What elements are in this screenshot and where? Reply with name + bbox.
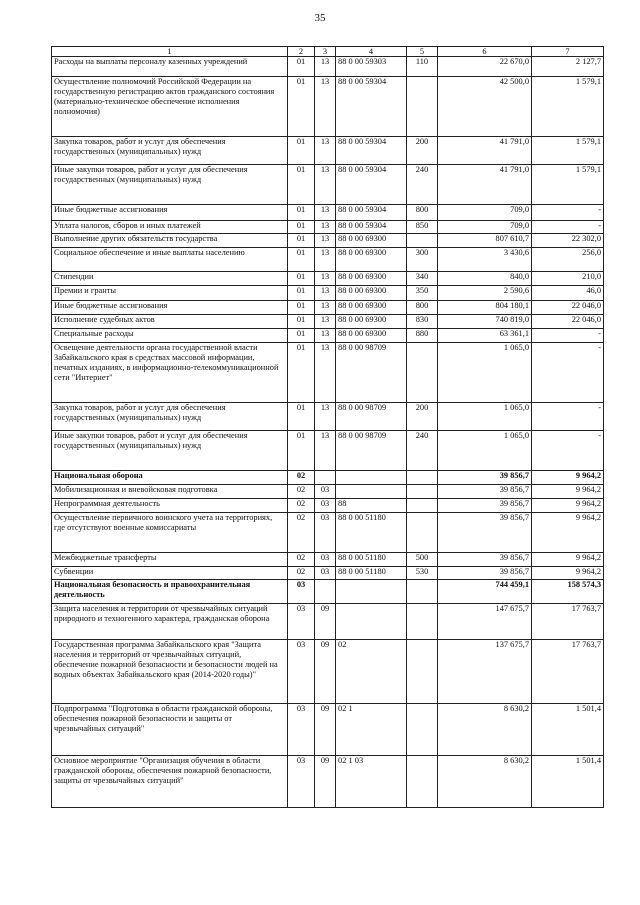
row-subsection-cell: 03 (315, 553, 336, 567)
row-target-article-cell: 88 0 00 59303 (336, 57, 407, 77)
row-actual-amount-cell: 2 127,7 (532, 57, 604, 77)
row-section-cell: 01 (288, 77, 315, 137)
row-subsection-cell: 03 (315, 513, 336, 553)
row-plan-amount-cell: 137 675,7 (438, 640, 532, 704)
row-name-cell: Защита населения и территории от чрезвычайных ситуаций природного и техногенного характера, гражданская оборона (52, 604, 288, 640)
row-actual-amount-cell: 1 579,1 (532, 77, 604, 137)
row-section-cell: 03 (288, 640, 315, 704)
row-section-cell: 01 (288, 165, 315, 205)
row-actual-amount-cell: 9 964,2 (532, 499, 604, 513)
row-target-article-cell: 88 0 00 98709 (336, 343, 407, 403)
row-expense-type-cell: 200 (407, 137, 438, 165)
table-row (52, 580, 604, 604)
row-name-cell: Национальная оборона (52, 471, 288, 485)
table-row (52, 272, 604, 286)
table-row (52, 57, 604, 77)
row-expense-type-cell (407, 604, 438, 640)
row-subsection-cell: 09 (315, 704, 336, 756)
row-subsection-cell: 13 (315, 315, 336, 329)
row-subsection-cell: 09 (315, 640, 336, 704)
row-expense-type-cell: 830 (407, 315, 438, 329)
row-plan-amount-cell: 840,0 (438, 272, 532, 286)
row-expense-type-cell (407, 343, 438, 403)
row-target-article-cell: 88 0 00 51180 (336, 567, 407, 580)
row-target-article-cell: 88 0 00 98709 (336, 403, 407, 431)
row-actual-amount-cell: 9 964,2 (532, 485, 604, 499)
row-actual-amount-cell: - (532, 329, 604, 343)
row-subsection-cell: 03 (315, 485, 336, 499)
row-subsection-cell: 13 (315, 431, 336, 471)
header-cell: 7 (532, 47, 604, 57)
row-plan-amount-cell: 39 856,7 (438, 567, 532, 580)
row-plan-amount-cell: 39 856,7 (438, 485, 532, 499)
row-target-article-cell: 02 (336, 640, 407, 704)
row-name-cell: Субвенции (52, 567, 288, 580)
row-subsection-cell: 13 (315, 234, 336, 248)
table-row (52, 329, 604, 343)
row-plan-amount-cell: 744 459,1 (438, 580, 532, 604)
table-row (52, 471, 604, 485)
row-section-cell: 01 (288, 205, 315, 221)
row-actual-amount-cell: 1 501,4 (532, 756, 604, 808)
row-name-cell: Иные бюджетные ассигнования (52, 301, 288, 315)
row-expense-type-cell (407, 499, 438, 513)
row-subsection-cell: 09 (315, 604, 336, 640)
row-name-cell: Государственная программа Забайкальского края "Защита населения и территорий от чрезвычайных ситуаций, обеспечение пожарной безопасности и безопасности людей на водных объектах Забайкальского края (2014-2020 годы)" (52, 640, 288, 704)
row-section-cell: 01 (288, 301, 315, 315)
row-expense-type-cell: 350 (407, 286, 438, 301)
row-target-article-cell: 88 0 00 69300 (336, 234, 407, 248)
row-plan-amount-cell: 41 791,0 (438, 165, 532, 205)
row-expense-type-cell (407, 640, 438, 704)
row-actual-amount-cell: 22 046,0 (532, 301, 604, 315)
row-section-cell: 01 (288, 286, 315, 301)
row-target-article-cell: 02 1 (336, 704, 407, 756)
row-plan-amount-cell: 3 430,6 (438, 248, 532, 272)
row-plan-amount-cell: 709,0 (438, 221, 532, 234)
row-plan-amount-cell: 41 791,0 (438, 137, 532, 165)
table-row (52, 403, 604, 431)
table-header-row (52, 47, 604, 57)
row-subsection-cell: 13 (315, 221, 336, 234)
row-name-cell: Межбюджетные трансферты (52, 553, 288, 567)
table-row (52, 485, 604, 499)
table-row (52, 640, 604, 704)
row-subsection-cell: 13 (315, 165, 336, 205)
row-subsection-cell: 13 (315, 403, 336, 431)
row-actual-amount-cell: 1 579,1 (532, 137, 604, 165)
row-expense-type-cell (407, 485, 438, 499)
row-expense-type-cell: 340 (407, 272, 438, 286)
row-subsection-cell: 13 (315, 205, 336, 221)
row-subsection-cell: 13 (315, 286, 336, 301)
row-actual-amount-cell: - (532, 205, 604, 221)
row-actual-amount-cell: - (532, 403, 604, 431)
row-target-article-cell: 88 (336, 499, 407, 513)
table-row (52, 205, 604, 221)
table-row (52, 315, 604, 329)
row-expense-type-cell (407, 234, 438, 248)
row-plan-amount-cell: 1 065,0 (438, 403, 532, 431)
row-actual-amount-cell: - (532, 343, 604, 403)
header-cell: 1 (52, 47, 288, 57)
row-section-cell: 01 (288, 272, 315, 286)
row-section-cell: 03 (288, 756, 315, 808)
row-actual-amount-cell: 9 964,2 (532, 553, 604, 567)
row-target-article-cell: 88 0 00 69300 (336, 286, 407, 301)
row-name-cell: Иные закупки товаров, работ и услуг для обеспечения государственных (муниципальных) нужд (52, 165, 288, 205)
row-name-cell: Иные закупки товаров, работ и услуг для обеспечения государственных (муниципальных) нужд (52, 431, 288, 471)
row-section-cell: 01 (288, 431, 315, 471)
row-section-cell: 01 (288, 343, 315, 403)
table-row (52, 343, 604, 403)
table-row (52, 221, 604, 234)
header-cell: 4 (336, 47, 407, 57)
row-subsection-cell: 09 (315, 756, 336, 808)
row-target-article-cell (336, 485, 407, 499)
table-row (52, 248, 604, 272)
row-expense-type-cell (407, 580, 438, 604)
table-row (52, 137, 604, 165)
row-name-cell: Закупка товаров, работ и услуг для обеспечения государственных (муниципальных) нужд (52, 403, 288, 431)
row-actual-amount-cell: 22 302,0 (532, 234, 604, 248)
row-plan-amount-cell: 740 819,0 (438, 315, 532, 329)
row-expense-type-cell (407, 471, 438, 485)
table-row (52, 756, 604, 808)
row-actual-amount-cell: - (532, 221, 604, 234)
row-actual-amount-cell: - (532, 431, 604, 471)
row-subsection-cell: 13 (315, 137, 336, 165)
row-plan-amount-cell: 2 590,6 (438, 286, 532, 301)
row-plan-amount-cell: 8 630,2 (438, 756, 532, 808)
row-expense-type-cell: 500 (407, 553, 438, 567)
table-row (52, 431, 604, 471)
row-name-cell: Социальное обеспечение и иные выплаты населению (52, 248, 288, 272)
row-name-cell: Основное мероприятие "Организация обучения в области гражданской обороны, обеспечения пожарной безопасности, защиты от чрезвычайных ситуаций" (52, 756, 288, 808)
row-subsection-cell: 13 (315, 343, 336, 403)
row-actual-amount-cell: 22 046,0 (532, 315, 604, 329)
row-actual-amount-cell: 46,0 (532, 286, 604, 301)
row-section-cell: 02 (288, 513, 315, 553)
row-subsection-cell: 13 (315, 301, 336, 315)
row-name-cell: Исполнение судебных актов (52, 315, 288, 329)
row-section-cell: 01 (288, 248, 315, 272)
row-target-article-cell: 88 0 00 69300 (336, 272, 407, 286)
table-row (52, 165, 604, 205)
row-expense-type-cell: 240 (407, 431, 438, 471)
row-actual-amount-cell: 1 501,4 (532, 704, 604, 756)
row-actual-amount-cell: 9 964,2 (532, 567, 604, 580)
row-subsection-cell: 13 (315, 77, 336, 137)
row-plan-amount-cell: 63 361,1 (438, 329, 532, 343)
row-actual-amount-cell: 158 574,3 (532, 580, 604, 604)
row-actual-amount-cell: 256,0 (532, 248, 604, 272)
row-target-article-cell: 88 0 00 69300 (336, 301, 407, 315)
row-name-cell: Иные бюджетные ассигнования (52, 205, 288, 221)
row-plan-amount-cell: 39 856,7 (438, 513, 532, 553)
row-plan-amount-cell: 42 500,0 (438, 77, 532, 137)
row-actual-amount-cell: 9 964,2 (532, 513, 604, 553)
row-expense-type-cell: 200 (407, 403, 438, 431)
row-target-article-cell: 88 0 00 69300 (336, 329, 407, 343)
row-plan-amount-cell: 804 180,1 (438, 301, 532, 315)
row-section-cell: 02 (288, 471, 315, 485)
row-plan-amount-cell: 39 856,7 (438, 471, 532, 485)
row-target-article-cell (336, 580, 407, 604)
row-name-cell: Непрограммная деятельность (52, 499, 288, 513)
row-actual-amount-cell: 9 964,2 (532, 471, 604, 485)
row-plan-amount-cell: 147 675,7 (438, 604, 532, 640)
row-name-cell: Закупка товаров, работ и услуг для обеспечения государственных (муниципальных) нужд (52, 137, 288, 165)
row-target-article-cell: 88 0 00 59304 (336, 165, 407, 205)
table-row (52, 553, 604, 567)
row-plan-amount-cell: 1 065,0 (438, 431, 532, 471)
row-actual-amount-cell: 17 763,7 (532, 640, 604, 704)
table-row (52, 77, 604, 137)
header-cell: 5 (407, 47, 438, 57)
row-plan-amount-cell: 807 610,7 (438, 234, 532, 248)
row-plan-amount-cell: 8 630,2 (438, 704, 532, 756)
header-cell: 6 (438, 47, 532, 57)
row-name-cell: Осуществление полномочий Российской Федерации на государственную регистрацию актов гражданского состояния (материально-техническое обеспечение исполнения полномочия) (52, 77, 288, 137)
header-cell: 3 (315, 47, 336, 57)
row-subsection-cell: 13 (315, 248, 336, 272)
row-target-article-cell: 88 0 00 59304 (336, 205, 407, 221)
row-section-cell: 03 (288, 704, 315, 756)
row-target-article-cell (336, 604, 407, 640)
row-plan-amount-cell: 39 856,7 (438, 553, 532, 567)
row-section-cell: 01 (288, 221, 315, 234)
row-subsection-cell: 13 (315, 57, 336, 77)
row-actual-amount-cell: 17 763,7 (532, 604, 604, 640)
row-expense-type-cell (407, 77, 438, 137)
row-subsection-cell: 13 (315, 329, 336, 343)
row-target-article-cell: 88 0 00 69300 (336, 248, 407, 272)
row-target-article-cell: 88 0 00 59304 (336, 137, 407, 165)
row-subsection-cell: 13 (315, 272, 336, 286)
table-row (52, 301, 604, 315)
row-name-cell: Премии и гранты (52, 286, 288, 301)
row-name-cell: Подпрограмма "Подготовка в области гражданской обороны, обеспечения пожарной безопасности и защиты от чрезвычайных ситуаций" (52, 704, 288, 756)
row-section-cell: 03 (288, 580, 315, 604)
row-expense-type-cell: 850 (407, 221, 438, 234)
row-target-article-cell: 02 1 03 (336, 756, 407, 808)
row-name-cell: Мобилизационная и вневойсковая подготовка (52, 485, 288, 499)
row-plan-amount-cell: 709,0 (438, 205, 532, 221)
row-name-cell: Уплата налогов, сборов и иных платежей (52, 221, 288, 234)
row-expense-type-cell: 300 (407, 248, 438, 272)
page-number: 35 (314, 12, 326, 24)
row-expense-type-cell (407, 513, 438, 553)
row-target-article-cell: 88 0 00 51180 (336, 513, 407, 553)
row-name-cell: Стипендии (52, 272, 288, 286)
table-row (52, 604, 604, 640)
row-name-cell: Освещение деятельности органа государственной власти Забайкальского края в средствах массовой информации, печатных изданиях, в информационно-телекоммуникационной сети "Интернет" (52, 343, 288, 403)
row-subsection-cell (315, 471, 336, 485)
row-section-cell: 01 (288, 315, 315, 329)
header-cell: 2 (288, 47, 315, 57)
row-plan-amount-cell: 39 856,7 (438, 499, 532, 513)
table-row (52, 234, 604, 248)
budget-table (51, 46, 604, 808)
row-section-cell: 03 (288, 604, 315, 640)
row-expense-type-cell: 800 (407, 301, 438, 315)
row-target-article-cell: 88 0 00 59304 (336, 77, 407, 137)
row-expense-type-cell: 800 (407, 205, 438, 221)
row-section-cell: 01 (288, 57, 315, 77)
row-name-cell: Расходы на выплаты персоналу казенных учреждений (52, 57, 288, 77)
row-section-cell: 01 (288, 329, 315, 343)
row-name-cell: Национальная безопасность и правоохранительная деятельность (52, 580, 288, 604)
row-subsection-cell: 03 (315, 499, 336, 513)
row-target-article-cell: 88 0 00 51180 (336, 553, 407, 567)
table-row (52, 286, 604, 301)
row-section-cell: 01 (288, 137, 315, 165)
row-target-article-cell: 88 0 00 69300 (336, 315, 407, 329)
row-name-cell: Осуществление первичного воинского учета на территориях, где отсутствуют военные комиссариаты (52, 513, 288, 553)
row-subsection-cell: 03 (315, 567, 336, 580)
row-expense-type-cell: 880 (407, 329, 438, 343)
row-plan-amount-cell: 22 670,0 (438, 57, 532, 77)
row-expense-type-cell (407, 756, 438, 808)
row-target-article-cell: 88 0 00 59304 (336, 221, 407, 234)
row-expense-type-cell: 240 (407, 165, 438, 205)
row-section-cell: 02 (288, 553, 315, 567)
row-target-article-cell (336, 471, 407, 485)
row-name-cell: Выполнение других обязательств государства (52, 234, 288, 248)
row-expense-type-cell (407, 704, 438, 756)
row-subsection-cell (315, 580, 336, 604)
table-row (52, 567, 604, 580)
table-row (52, 704, 604, 756)
row-section-cell: 02 (288, 499, 315, 513)
row-plan-amount-cell: 1 065,0 (438, 343, 532, 403)
row-section-cell: 02 (288, 567, 315, 580)
table-row (52, 499, 604, 513)
row-section-cell: 01 (288, 234, 315, 248)
row-actual-amount-cell: 210,0 (532, 272, 604, 286)
row-expense-type-cell: 530 (407, 567, 438, 580)
row-expense-type-cell: 110 (407, 57, 438, 77)
row-actual-amount-cell: 1 579,1 (532, 165, 604, 205)
row-section-cell: 01 (288, 403, 315, 431)
row-target-article-cell: 88 0 00 98709 (336, 431, 407, 471)
table-row (52, 513, 604, 553)
row-name-cell: Специальные расходы (52, 329, 288, 343)
row-section-cell: 02 (288, 485, 315, 499)
